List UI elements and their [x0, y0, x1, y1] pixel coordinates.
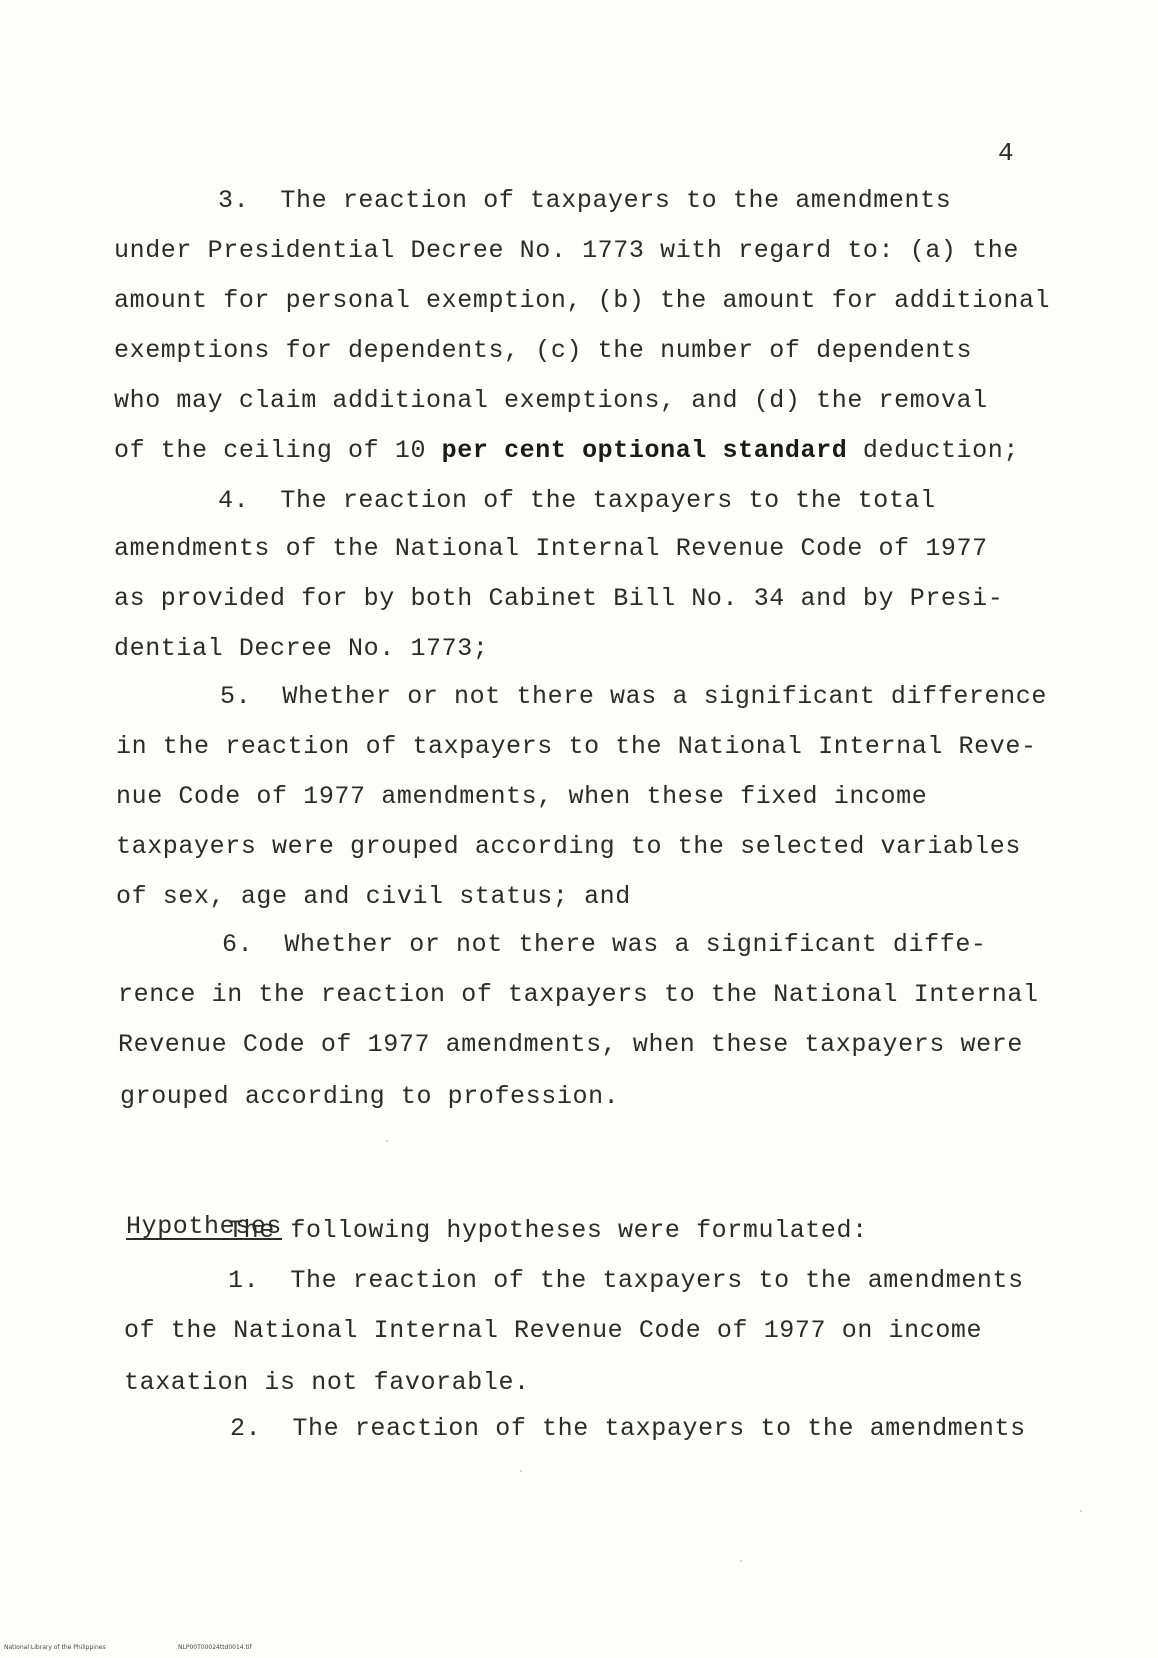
text-line-20: The following hypotheses were formulated: — [228, 1216, 868, 1245]
text-line-7: 4. The reaction of the taxpayers to the total — [218, 486, 936, 515]
section-heading: Hypotheses — [126, 1212, 283, 1241]
bold-run: per cent optional standard — [441, 436, 848, 465]
text-line-11: 5. Whether or not there was a significant difference — [220, 682, 1047, 711]
text-line-23: taxation is not favorable. — [124, 1368, 530, 1397]
text-line-2: under Presidential Decree No. 1773 with regard to: (a) the — [114, 236, 1019, 265]
text-line-6-start: of the ceiling of 10 — [114, 436, 442, 465]
text-line-15: of sex, age and civil status; and — [116, 882, 631, 911]
scan-footer-code: NLP00T00024ttd0014.tif — [178, 1644, 252, 1651]
text-line-13: nue Code of 1977 amendments, when these fixed income — [116, 782, 928, 811]
text-line-6 — [114, 436, 1019, 466]
text-line-22: of the National Internal Revenue Code of 1977 on income — [124, 1316, 983, 1345]
text-line-5: who may claim additional exemptions, and (d) the removal — [114, 386, 988, 415]
text-line-19: grouped according to profession. — [120, 1082, 620, 1111]
text-line-1: 3. The reaction of taxpayers to the amendments — [218, 186, 952, 215]
page-number: 4 — [998, 138, 1014, 168]
text-line-12: in the reaction of taxpayers to the National Internal Reve- — [116, 732, 1037, 761]
text-line-16: 6. Whether or not there was a significant diffe- — [222, 930, 987, 959]
text-line-10: dential Decree No. 1773; — [114, 634, 489, 663]
text-line-4: exemptions for dependents, (c) the number of dependents — [114, 336, 973, 365]
scan-speck — [1080, 1510, 1082, 1512]
text-line-24: 2. The reaction of the taxpayers to the amendments — [230, 1414, 1026, 1443]
scan-speck — [520, 1470, 522, 1472]
text-line-6-end: deduction; — [847, 436, 1019, 465]
scan-footer-library: National Library of the Philippines — [4, 1644, 106, 1651]
text-line-17: rence in the reaction of taxpayers to the National Internal — [118, 980, 1039, 1009]
scan-speck — [740, 1560, 742, 1562]
text-line-3: amount for personal exemption, (b) the amount for additional — [114, 286, 1051, 315]
text-line-8: amendments of the National Internal Revenue Code of 1977 — [114, 534, 988, 563]
text-line-9: as provided for by both Cabinet Bill No. 34 and by Presi- — [114, 584, 1004, 613]
text-line-21: 1. The reaction of the taxpayers to the amendments — [228, 1266, 1024, 1295]
text-line-18: Revenue Code of 1977 amendments, when these taxpayers were — [118, 1030, 1023, 1059]
text-line-14: taxpayers were grouped according to the selected variables — [116, 832, 1021, 861]
scan-speck — [386, 1140, 388, 1142]
